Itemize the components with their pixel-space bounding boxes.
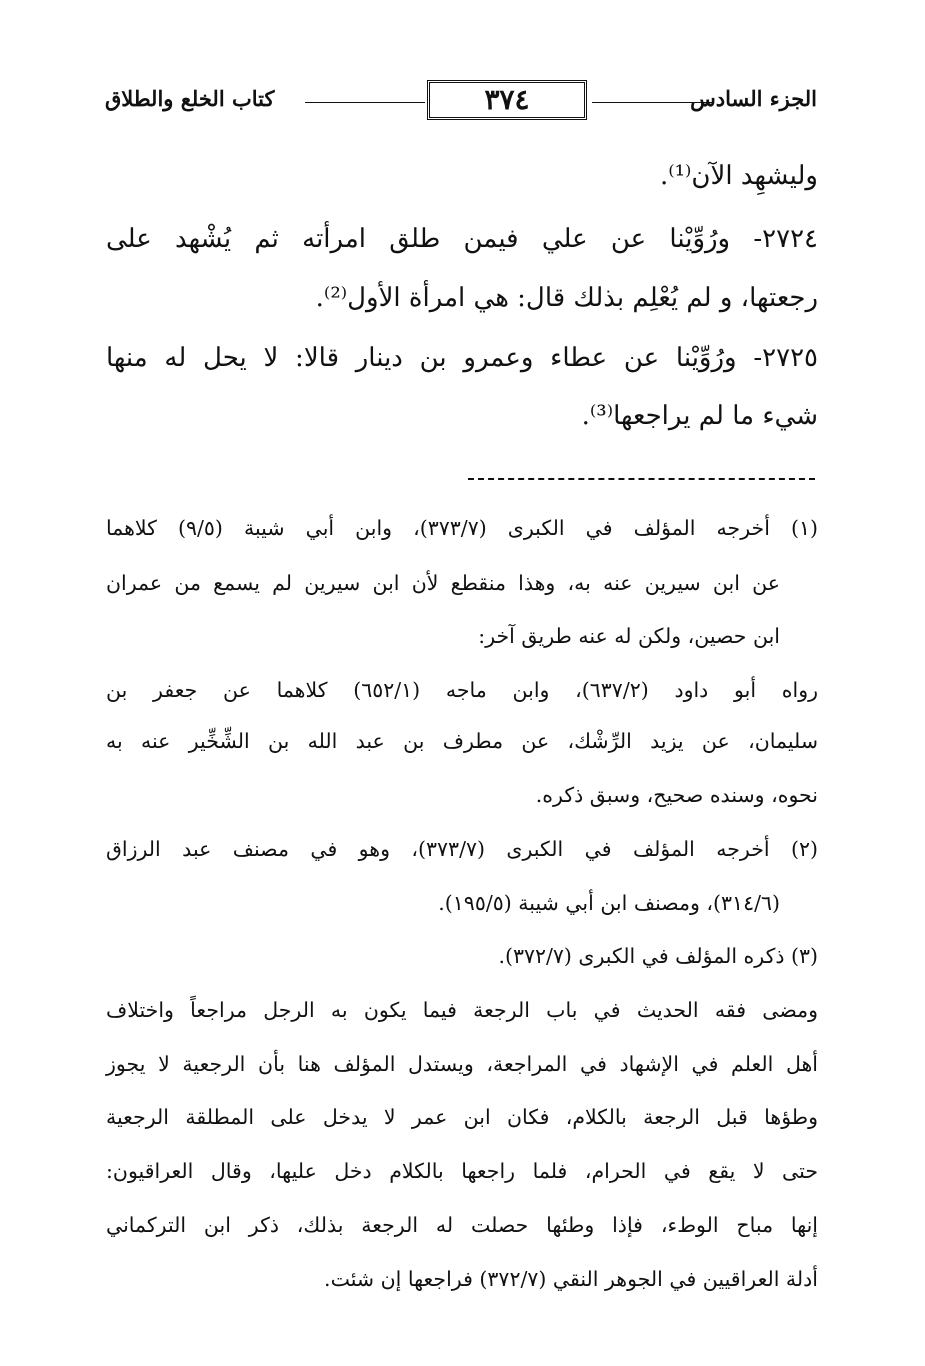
footnote-line: سليمان، عن يزيد الرِّشْك، عن مطرف بن عبد الله بن الشِّخِّير عنه به: [106, 729, 818, 753]
footnote-line: حتى لا يقع في الحرام، فلما راجعها بالكلام دخل عليها، وقال العراقيون:: [106, 1159, 818, 1183]
footnote-line: رواه أبو داود (٦٣٧/٢)، وابن ماجه (٦٥٢/١) كلاهما عن جعفر بن: [106, 678, 818, 702]
footnote-line: (١) أخرجه المؤلف في الكبرى (٣٧٣/٧)، وابن أبي شيبة (٩/٥) كلاهما: [106, 516, 818, 540]
footnote-line: ابن حصين، ولكن له عنه طريق آخر:: [478, 624, 780, 648]
footnote-line: (٣١٤/٦)، ومصنف ابن أبي شيبة (١٩٥/٥).: [438, 891, 780, 915]
footnote-line: إنها مباح الوطء، فإذا وطئها حصلت له الرجعة بذلك، ذكر ابن التركماني: [106, 1213, 818, 1237]
footnote-line: نحوه، وسنده صحيح، وسبق ذكره.: [535, 783, 818, 807]
book-title: كتاب الخلع والطلاق: [105, 86, 275, 111]
footnote-line: (٣) ذكره المؤلف في الكبرى (٣٧٢/٧).: [498, 944, 818, 968]
body-line: ٢٧٢٤- ورُوِّيْنا عن علي فيمن طلق امرأته ثم يُشْهد على: [106, 224, 818, 254]
footnote-line: وطؤها قبل الرجعة بالكلام، فكان ابن عمر لا يدخل على المطلقة الرجعية: [106, 1105, 818, 1129]
volume-label: الجزء السادس: [690, 86, 817, 111]
body-line: شيء ما لم يراجعها⁽³⁾.: [581, 401, 818, 431]
body-line: رجعتها، و لم يُعْلِم بذلك قال: هي امرأة الأول⁽²⁾.: [315, 283, 818, 313]
running-header: [105, 80, 817, 124]
header-rule-left: [305, 102, 425, 103]
footnote-line: أهل العلم في الإشهاد في المراجعة، ويستدل المؤلف هنا بأن الرجعية لا يجوز: [106, 1052, 818, 1076]
footnote-line: عن ابن سيرين عنه به، وهذا منقطع لأن ابن سيرين لم يسمع من عمران: [106, 571, 780, 595]
footnote-line: أدلة العراقيين في الجوهر النقي (٣٧٢/٧) فراجعها إن شئت.: [324, 1267, 818, 1291]
footnote-line: (٢) أخرجه المؤلف في الكبرى (٣٧٣/٧)، وهو في مصنف عبد الرزاق: [106, 837, 819, 861]
page-number: ٣٧٤: [427, 80, 587, 120]
footnote-separator: [468, 478, 815, 480]
footnote-line: ومضى فقه الحديث في باب الرجعة فيما يكون به الرجل مراجعاً واختلاف: [106, 998, 818, 1022]
body-line: وليشهِد الآن⁽¹⁾.: [659, 161, 818, 191]
body-line: ٢٧٢٥- ورُوِّيْنا عن عطاء وعمرو بن دينار قالا: لا يحل له منها: [106, 343, 818, 373]
